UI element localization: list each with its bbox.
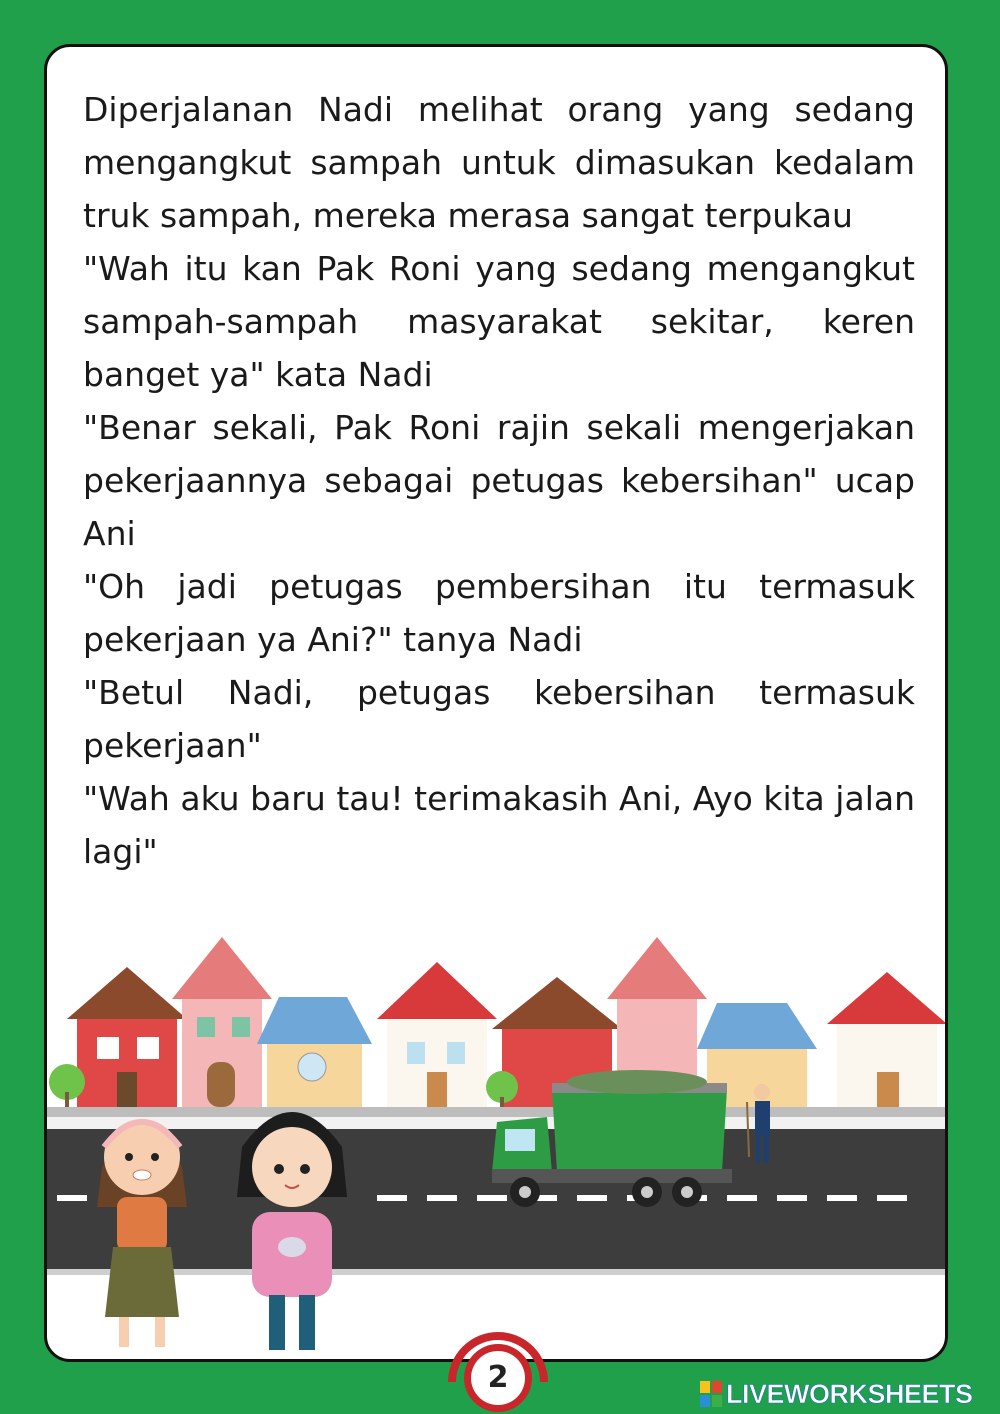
story-paragraph-5: "Betul Nadi, petugas kebersihan termasuk pekerjaan" (83, 673, 915, 765)
houses (49, 937, 947, 1112)
story-paragraph-2: "Wah itu kan Pak Roni yang sedang mengangkut sampah-sampah masyarakat sekitar, keren banget ya" kata Nadi (83, 249, 915, 394)
story-text (83, 83, 915, 878)
street-scene-illustration (47, 907, 948, 1362)
sidewalk (47, 1107, 948, 1117)
page-frame (44, 44, 948, 1362)
story-paragraph-1: Diperjalanan Nadi melihat orang yang sedang mengangkut sampah untuk dimasukan kedalam truk sampah, mereka merasa sangat terpukau (83, 90, 915, 235)
liveworksheets-logo (700, 1378, 973, 1410)
liveworksheets-wordmark: LIVEWORKSHEETS (726, 1378, 973, 1409)
girl-nadi-figure (237, 1112, 347, 1350)
liveworksheets-icon (700, 1381, 722, 1407)
story-paragraph-6: "Wah aku baru tau! terimakasih Ani, Ayo kita jalan lagi" (83, 779, 915, 871)
story-paragraph-3: "Benar sekali, Pak Roni rajin sekali mengerjakan pekerjaannya sebagai petugas kebersihan" ucap Ani (83, 408, 915, 553)
page-number: 2 (487, 1360, 509, 1395)
story-paragraph-4: "Oh jadi petugas pembersihan itu termasuk pekerjaan ya Ani?" tanya Nadi (83, 567, 915, 659)
